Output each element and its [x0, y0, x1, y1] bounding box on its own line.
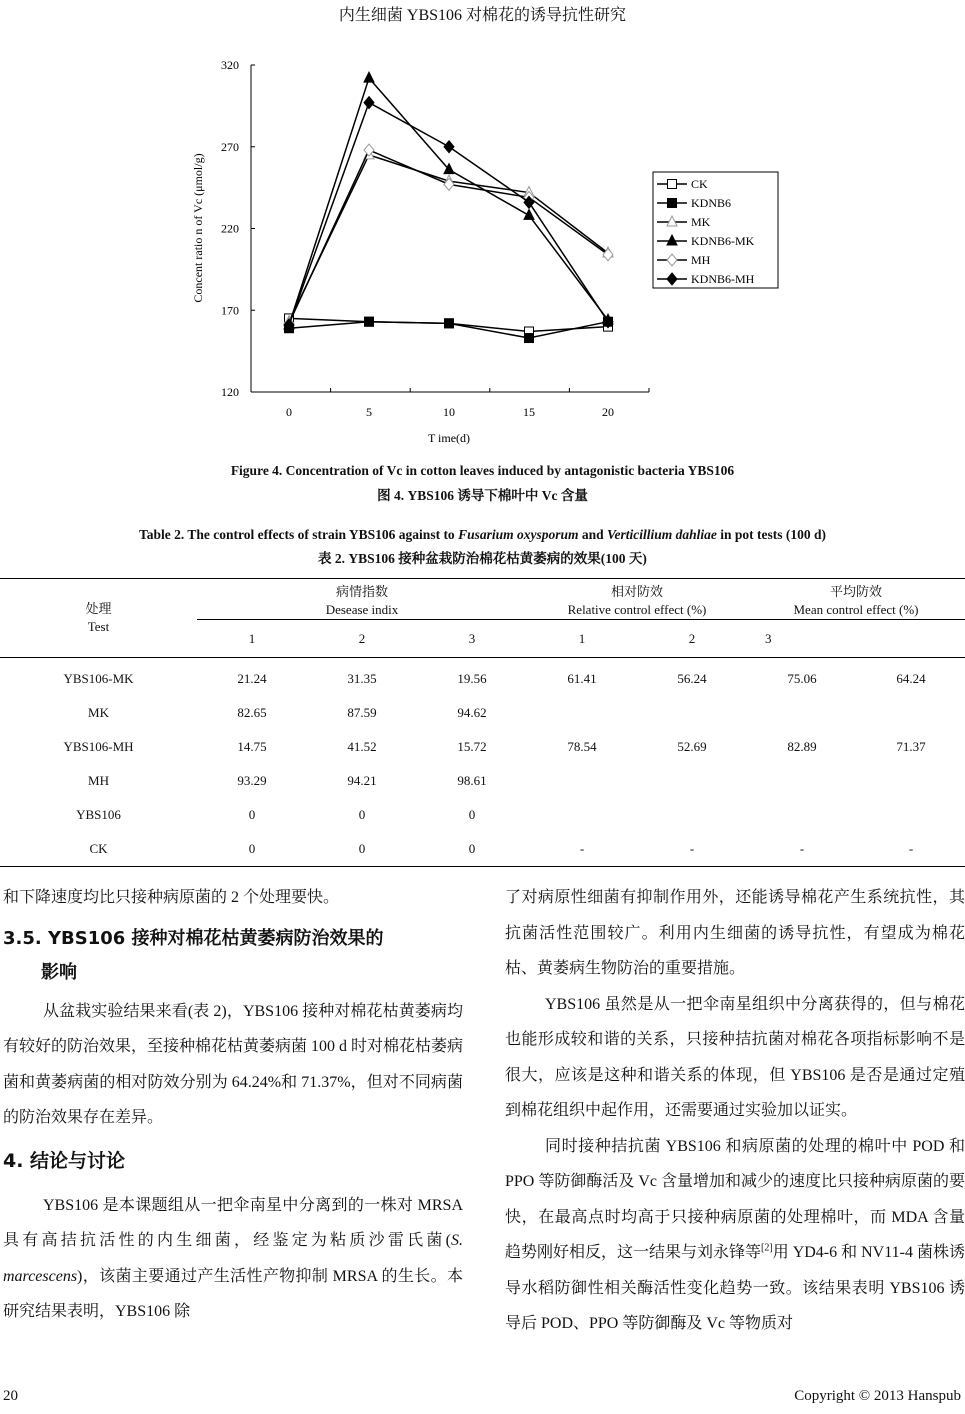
table-cell: [857, 696, 965, 730]
table-cell: 0: [468, 807, 476, 822]
table-cell: 41.52: [347, 739, 377, 754]
subheader-cell-empty: [857, 620, 965, 658]
table-caption-en: [0, 527, 965, 543]
y-tick-label: 120: [221, 385, 239, 399]
series-line: [289, 103, 608, 325]
table-cell: -: [689, 841, 695, 856]
legend-item: [657, 196, 731, 210]
section-heading-3-5: 3.5. YBS106 接种对棉花枯黄萎病防治效果的 影响: [3, 927, 384, 983]
section-heading-4: 4. 结论与讨论: [3, 1149, 126, 1172]
table-cell: 0: [468, 841, 476, 856]
y-tick-label: 220: [221, 221, 239, 236]
paragraph: 了对病原性细菌有抑制作用外，还能诱导棉花产生系统抗性，其抗菌活性范围较广。利用内生细菌的诱导抗性，有望成为棉花枯、黄萎病生物防治的重要措施。: [505, 889, 965, 977]
table-caption-en-text: Table 2. The control effects of strain YBS106 against to: [138, 527, 459, 542]
table-cell: 56.24: [677, 671, 707, 686]
table-cell: [637, 764, 747, 798]
table-cell: 82.89: [787, 739, 817, 754]
control-effect-table: [0, 578, 965, 867]
subheader-cell: 2: [307, 620, 417, 658]
x-tick-label: 10: [443, 405, 455, 419]
legend-label: KDNB6-MH: [691, 272, 755, 286]
data-point: [525, 334, 534, 343]
legend-label: CK: [691, 177, 708, 191]
table-caption-species-2: Verticillium dahliae: [607, 527, 717, 542]
row-label: YBS106-MK: [63, 671, 134, 686]
table-row: [0, 764, 965, 798]
table-cell: 78.54: [567, 739, 597, 754]
table-cell: [637, 798, 747, 832]
row-label: MH: [88, 773, 109, 788]
row-label: YBS106-MH: [63, 739, 134, 754]
chart-legend: [653, 172, 778, 288]
table-caption-en-and: and: [578, 527, 608, 542]
y-axis-label: Concent ratio n of Vc (μmol/g): [191, 153, 205, 303]
data-point: [364, 97, 374, 109]
legend-marker: [668, 199, 677, 208]
header-mean-effect: 平均防效 Mean control effect (%): [793, 584, 919, 617]
table-cell: 94.62: [457, 705, 487, 720]
table-cell: [527, 696, 637, 730]
copyright: Copyright © 2013 Hanspub: [794, 1388, 961, 1404]
series-mk: [284, 149, 613, 326]
chart-series: [284, 72, 613, 342]
table-cell: 14.75: [237, 739, 267, 754]
data-point: [365, 317, 374, 326]
table-row: [0, 798, 965, 832]
table-cell: 21.24: [237, 671, 267, 686]
data-point: [524, 209, 534, 219]
table-cell: [857, 798, 965, 832]
table-cell: 87.59: [347, 705, 377, 720]
vc-concentration-chart: [180, 50, 800, 450]
table-cell: [857, 764, 965, 798]
table-row: [0, 658, 965, 697]
figure-caption-cn: 图 4. YBS106 诱导下棉叶中 Vc 含量: [377, 488, 588, 503]
y-tick-label: 270: [221, 139, 239, 154]
table-cell: 94.21: [347, 773, 377, 788]
table-cell: 31.35: [347, 671, 377, 686]
series-line: [289, 78, 608, 325]
table-cell: 98.61: [457, 773, 487, 788]
running-head: 内生细菌 YBS106 对棉花的诱导抗性研究: [338, 7, 627, 24]
table-row: [0, 832, 965, 867]
legend-label: KDNB6-MK: [691, 234, 755, 248]
table-cell: [637, 696, 747, 730]
table-row: [0, 696, 965, 730]
data-point: [444, 141, 454, 153]
legend-box: [653, 172, 778, 288]
table-cell: 19.56: [457, 671, 487, 686]
table-cell: 71.37: [896, 739, 926, 754]
y-tick-label: 170: [221, 303, 239, 318]
paragraph: 和下降速度均比只接种病原菌的 2 个处理要快。: [3, 889, 340, 906]
x-axis-label: T ime(d): [427, 431, 471, 445]
subheader-cell: 3: [747, 620, 857, 658]
table-cell: 64.24: [896, 671, 926, 686]
paragraph: YBS106 是本课题组从一把伞南星中分离到的一株对 MRSA 具有高拮抗活性的内生细菌，经鉴定为粘质沙雷氏菌(S. marcescens)，该菌主要通过产生活性产物抑制 MRSA 的生长。本研究结果表明，YBS106 除: [3, 1196, 463, 1320]
subheader-cell: 2: [637, 620, 747, 658]
table-header-row: [0, 579, 965, 620]
table-cell: 0: [248, 807, 256, 822]
legend-label: MH: [691, 253, 711, 267]
right-column: [505, 880, 965, 1342]
table-cell: [527, 798, 637, 832]
data-point: [445, 319, 454, 328]
header-test: 处理 Test: [0, 579, 197, 658]
table-cell: 0: [248, 841, 256, 856]
x-tick-label: 20: [602, 405, 614, 419]
table-cell: [527, 764, 637, 798]
table-cell: [747, 696, 857, 730]
table-cell: -: [799, 841, 805, 856]
x-tick-label: 15: [523, 405, 535, 419]
data-point: [364, 72, 374, 82]
table-cell: -: [908, 841, 914, 856]
series-kdnb6-mh: [284, 97, 613, 331]
table-cell: -: [579, 841, 585, 856]
paragraph: 从盆栽实验结果来看(表 2)，YBS106 接种对棉花枯黄萎病均有较好的防治效果，至接种棉花枯黄萎病菌 100 d 时对棉花枯萎病菌和黄萎病菌的相对防效分别为 64.24%和 71.37%，但对不同病菌的防治效果存在差异。: [3, 1002, 464, 1126]
subheader-cell: 1: [197, 620, 307, 658]
citation-ref[interactable]: [2]: [761, 1242, 773, 1254]
table-cell: 61.41: [567, 671, 597, 686]
table-cell: 75.06: [787, 671, 817, 686]
subheader-cell: 3: [417, 620, 527, 658]
row-label: CK: [89, 841, 108, 856]
x-tick-label: 5: [366, 405, 372, 419]
data-point: [364, 144, 374, 156]
header-relative-effect: 相对防效 Relative control effect (%): [567, 584, 707, 617]
page-number: 20: [3, 1388, 18, 1404]
table-caption-en-tail: in pot tests (100 d): [716, 527, 827, 542]
header-disease-index: 病情指数 Desease indix: [325, 584, 399, 617]
table-cell: 82.65: [237, 705, 267, 720]
table-cell: [747, 798, 857, 832]
table-cell: 15.72: [457, 739, 487, 754]
legend-item: [657, 272, 755, 286]
row-label: MK: [88, 705, 109, 720]
paragraph: YBS106 虽然是从一把伞南星组织中分离获得的，但与棉花也能形成较和谐的关系，只接种拮抗菌对棉花各项指标影响不是很大，应该是这种和谐关系的体现，但 YBS106 是否是通过定殖到棉花组织中起作用，还需要通过实验加以证实。: [505, 995, 965, 1119]
legend-label: KDNB6: [691, 196, 732, 210]
table-cell: [747, 764, 857, 798]
table-caption-species-1: Fusarium oxysporum: [458, 527, 579, 542]
table-row: [0, 730, 965, 764]
x-tick-label: 0: [286, 405, 292, 419]
table-cell: 0: [358, 841, 366, 856]
table-cell: 93.29: [237, 773, 267, 788]
legend-marker: [668, 180, 677, 189]
table-cell: 52.69: [677, 739, 707, 754]
subheader-cell: 1: [527, 620, 637, 658]
legend-label: MK: [691, 215, 711, 229]
left-column: [3, 880, 463, 1330]
figure-caption-en: Figure 4. Concentration of Vc in cotton leaves induced by antagonistic bacteria YBS106: [230, 463, 735, 478]
chart-axes: [191, 58, 649, 445]
paragraph: 同时接种拮抗菌 YBS106 和病原菌的处理的棉叶中 POD 和 PPO 等防御酶活及 Vc 含量增加和减少的速度比只接种病原菌的要快，在最高点时均高于只接种病原菌的处理棉叶，而 MDA 含量趋势刚好相反，这一结果与刘永锋等[2]用 YD4-6 和 NV11-4 菌株诱导水稻防御性相关酶活性变化趋势一致。该结果表明 YBS106 诱导后 POD、PPO 等防御酶及 Vc 等物质对: [505, 1137, 965, 1332]
table-caption-cn: 表 2. YBS106 接种盆栽防治棉花枯黄萎病的效果(100 天): [318, 551, 647, 566]
y-tick-label: 320: [221, 58, 239, 72]
table-cell: 0: [358, 807, 366, 822]
row-label: YBS106: [76, 807, 121, 822]
